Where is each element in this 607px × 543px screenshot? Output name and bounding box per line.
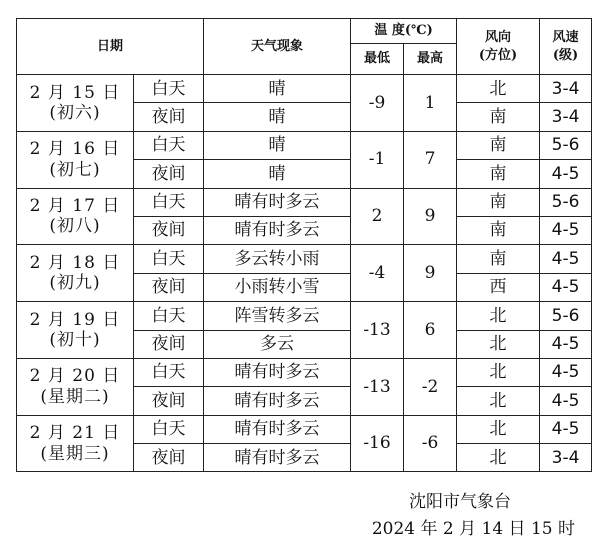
- date-cell: [17, 302, 134, 359]
- temp-max-cell: 9: [404, 188, 457, 245]
- date-cell: [17, 245, 134, 302]
- wind-direction-cell: 南: [457, 103, 540, 131]
- period-cell: 白天: [134, 245, 204, 273]
- wind-direction-cell: 北: [457, 302, 540, 330]
- wind-direction-cell: 南: [457, 188, 540, 216]
- date-cell: [17, 415, 134, 472]
- date-label: 2 月 15 日: [29, 82, 121, 103]
- table-row: [17, 415, 592, 443]
- weather-cell: 阵雪转多云: [204, 302, 351, 330]
- date-sublabel: (星期三): [40, 443, 110, 464]
- issuer: 沈阳市气象台: [409, 492, 511, 512]
- forecast-table: [16, 18, 592, 472]
- wind-speed-cell: 4-5: [540, 330, 592, 358]
- temp-min-cell: -13: [351, 358, 404, 415]
- wind-speed-cell: 4-5: [540, 387, 592, 415]
- weather-cell: 晴有时多云: [204, 188, 351, 216]
- wind-speed-cell: 4-5: [540, 415, 592, 443]
- weather-cell: 小雨转小雪: [204, 273, 351, 301]
- weather-cell: 晴有时多云: [204, 387, 351, 415]
- period-cell: 白天: [134, 188, 204, 216]
- date-cell: [17, 75, 134, 132]
- period-cell: 夜间: [134, 330, 204, 358]
- header-date: 日期: [17, 19, 204, 75]
- header-wind-speed-unit: (级): [552, 47, 579, 63]
- date-sublabel: (初七): [49, 159, 101, 180]
- temp-min-cell: 2: [351, 188, 404, 245]
- weather-cell: 晴有时多云: [204, 415, 351, 443]
- date-sublabel: (初八): [49, 216, 101, 237]
- wind-speed-cell: 4-5: [540, 245, 592, 273]
- header-wind-speed: [540, 19, 592, 75]
- wind-speed-cell: 5-6: [540, 131, 592, 159]
- period-cell: 白天: [134, 302, 204, 330]
- table-row: [17, 131, 592, 159]
- wind-direction-cell: 北: [457, 75, 540, 103]
- temp-min-cell: -1: [351, 131, 404, 188]
- wind-direction-cell: 南: [457, 216, 540, 244]
- wind-speed-cell: 4-5: [540, 216, 592, 244]
- header-weather: 天气现象: [204, 19, 351, 75]
- header-wind-direction: [457, 19, 540, 75]
- date-label: 2 月 16 日: [29, 139, 121, 160]
- temp-min-cell: -9: [351, 75, 404, 132]
- date-sublabel: (星期二): [40, 386, 110, 407]
- issue-time: 2024 年 2 月 14 日 15 时: [371, 519, 575, 539]
- header-temperature: 温 度(℃): [351, 19, 457, 44]
- table-row: [17, 75, 592, 103]
- table-row: [17, 245, 592, 273]
- header-temp-max: 最高: [404, 44, 457, 75]
- forecast-body: [17, 75, 592, 472]
- header-temp-min: 最低: [351, 44, 404, 75]
- wind-direction-cell: 南: [457, 160, 540, 188]
- date-cell: [17, 358, 134, 415]
- weather-cell: 晴: [204, 103, 351, 131]
- wind-direction-cell: 南: [457, 245, 540, 273]
- wind-speed-cell: 5-6: [540, 302, 592, 330]
- period-cell: 夜间: [134, 216, 204, 244]
- header-wind-direction-unit: (方位): [478, 47, 518, 63]
- temp-max-cell: -2: [404, 358, 457, 415]
- date-sublabel: (初十): [49, 330, 101, 351]
- wind-speed-cell: 4-5: [540, 273, 592, 301]
- table-row: [17, 358, 592, 386]
- temp-max-cell: 9: [404, 245, 457, 302]
- wind-direction-cell: 北: [457, 330, 540, 358]
- wind-direction-cell: 北: [457, 358, 540, 386]
- period-cell: 白天: [134, 358, 204, 386]
- period-cell: 夜间: [134, 160, 204, 188]
- weather-cell: 晴有时多云: [204, 358, 351, 386]
- weather-cell: 多云转小雨: [204, 245, 351, 273]
- date-label: 2 月 18 日: [29, 252, 121, 273]
- temp-min-cell: -13: [351, 302, 404, 359]
- wind-direction-cell: 北: [457, 444, 540, 472]
- wind-direction-cell: 南: [457, 131, 540, 159]
- temp-max-cell: 6: [404, 302, 457, 359]
- wind-speed-cell: 4-5: [540, 160, 592, 188]
- temp-max-cell: -6: [404, 415, 457, 472]
- date-cell: [17, 131, 134, 188]
- header-wind-speed-label: 风速: [552, 29, 579, 45]
- header-wind-direction-label: 风向: [485, 29, 512, 45]
- wind-speed-cell: 5-6: [540, 188, 592, 216]
- weather-cell: 多云: [204, 330, 351, 358]
- weather-cell: 晴有时多云: [204, 444, 351, 472]
- temp-max-cell: 7: [404, 131, 457, 188]
- period-cell: 夜间: [134, 387, 204, 415]
- temp-max-cell: 1: [404, 75, 457, 132]
- period-cell: 夜间: [134, 103, 204, 131]
- wind-speed-cell: 3-4: [540, 103, 592, 131]
- weather-cell: 晴: [204, 75, 351, 103]
- weather-cell: 晴有时多云: [204, 216, 351, 244]
- date-sublabel: (初九): [49, 273, 101, 294]
- date-label: 2 月 21 日: [29, 423, 121, 444]
- wind-direction-cell: 西: [457, 273, 540, 301]
- period-cell: 夜间: [134, 273, 204, 301]
- period-cell: 白天: [134, 415, 204, 443]
- wind-speed-cell: 3-4: [540, 75, 592, 103]
- wind-speed-cell: 4-5: [540, 358, 592, 386]
- date-label: 2 月 19 日: [29, 309, 121, 330]
- date-cell: [17, 188, 134, 245]
- period-cell: 白天: [134, 75, 204, 103]
- period-cell: 夜间: [134, 444, 204, 472]
- period-cell: 白天: [134, 131, 204, 159]
- temp-min-cell: -16: [351, 415, 404, 472]
- wind-speed-cell: 3-4: [540, 444, 592, 472]
- weather-cell: 晴: [204, 131, 351, 159]
- date-sublabel: (初六): [49, 102, 101, 123]
- table-row: [17, 188, 592, 216]
- date-label: 2 月 20 日: [29, 366, 121, 387]
- wind-direction-cell: 北: [457, 387, 540, 415]
- date-label: 2 月 17 日: [29, 196, 121, 217]
- temp-min-cell: -4: [351, 245, 404, 302]
- wind-direction-cell: 北: [457, 415, 540, 443]
- weather-cell: 晴: [204, 160, 351, 188]
- table-row: [17, 302, 592, 330]
